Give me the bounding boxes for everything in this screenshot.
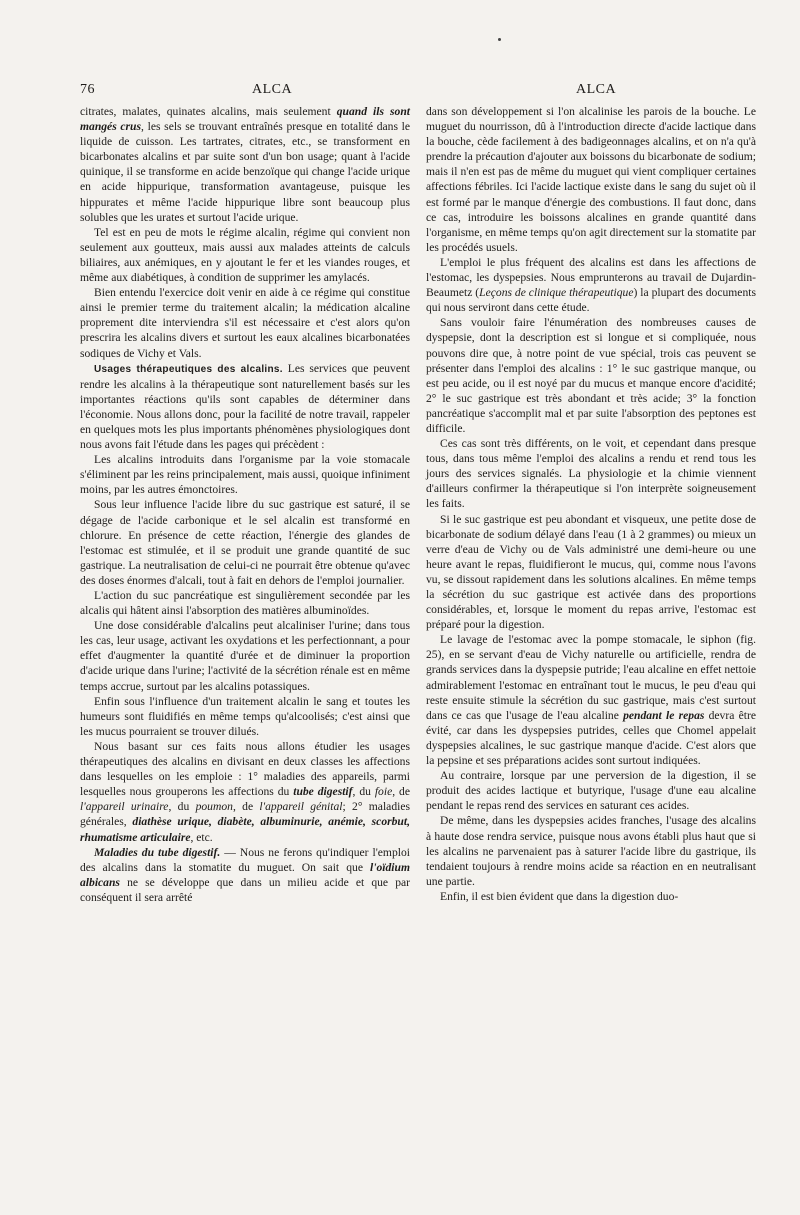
paragraph: Au contraire, lorsque par une perversion de la digestion, il se produit des acides lactique et butyrique, l'usage d'une eau alcaline pendant le repas rend des services en saturant ces acides. <box>426 769 756 813</box>
page-number: 76 <box>80 82 95 97</box>
paragraph: Le lavage de l'estomac avec la pompe stomacale, le siphon (fig. 25), en se servant d'eau de Vichy naturelle ou artificielle, rendra de grands services dans la dyspepsie putride; l'eau alcaline en effet nettoie admirablement l'estomac en entraînant tout le mucus, le peu d'eau qui reste ensuite stimule la sécrétion du suc gastrique, mais c'est surtout dans ce cas que l'usage de l'eau alcaline pendant le repas devra être évité, car dans les dyspepsies putrides, celles que Chomel appelait dyspepsies alcalines, le suc gastrique manque d'acide. C'est alors que la pepsine et ses préparations acides sont surtout indiquées. <box>426 633 756 768</box>
paragraph: Enfin, il est bien évident que dans la digestion duo- <box>440 889 679 903</box>
paragraph: Bien entendu l'exercice doit venir en aide à ce régime qui constitue ainsi le premier terme du traitement alcalin; la médication alcaline proprement dite interviendra s'il est nécessaire et c'est alors qu'on prescrira les alcalins divers et surtout les eaux alcalines bicarbonatées sodiques de Vichy et Vals. <box>80 286 410 360</box>
paragraph: Sous leur influence l'acide libre du suc gastrique est saturé, il se dégage de l'acide carbonique et le sel alcalin est transformé en chlorure. En présence de cette réaction, l'énergie des glandes de l'estomac est stimulée, et il se produit une grande quantité de suc gastrique. La neutralisation de celui-ci ne pourrait être obtenue qu'avec des doses énormes d'alcali, tout à fait en dehors de l'emploi journalier. <box>80 498 410 587</box>
right-column <box>426 104 756 904</box>
page-header <box>80 82 752 104</box>
paragraph: Ces cas sont très différents, on le voit, et cependant dans presque tous, dans tous même l'emploi des alcalins a rendu et rend tous les jours des services signalés. La physiologie et la chimie viennent d'ailleurs confirmer la thérapeutique si l'on interprète soigneusement les faits. <box>426 437 756 511</box>
paragraph: Tel est en peu de mots le régime alcalin, régime qui convient non seulement aux goutteux, mais aussi aux malades atteints de calculs biliaires, aux anémiques, en y ajoutant le fer et les viandes rouges, et même aux diabétiques, à condition de supprimer les amylacés. <box>80 225 410 285</box>
section-heading: Usages thérapeutiques des alcalins. <box>94 363 283 375</box>
paragraph: dans son développement si l'on alcalinise les parois de la bouche. Le muguet du nourrisson, dû à l'introduction directe d'acide lactique dans la bouche, cède facilement à des badigeonnages alcalins, et on n'a qu'à prendre la précaution d'ajouter aux boissons du bicarbonate de sodium; mais il n'en est pas de même du muguet qui vient compliquer certaines affections fébriles. Ici l'acide lactique existe dans le sang du sujet où il est formé par le manque d'énergie des combustions. Il faut donc, dans ce cas, introduire les boissons alcalines en grande quantité dans l'organisme, en même temps qu'on agit directement sur la stomatite par les procédés usuels. <box>426 105 756 254</box>
paragraph: citrates, malates, quinates alcalins, mais seulement quand ils sont mangés crus, les sels se trouvant entraînés presque en totalité dans le liquide de cuisson. Les tartrates, citrates, etc., se transforment en bicarbonates alcalins et par suite sont d'un bon usage; quant à l'acide quinique, il se transforme en acide benzoïque qui change l'acide urique en acide hippurique, transformation avantageuse, puisque les hippurates et même l'acide hippurique libre sont beaucoup plus solubles que les urates et surtout l'acide urique. <box>80 105 411 224</box>
paragraph: Maladies du tube digestif. — Nous ne ferons qu'indiquer l'emploi des alcalins dans la stomatite du muguet. On sait que l'oïdium albicans ne se développe que dans un milieu acide et que par conséquent il sera arrêté <box>80 845 410 904</box>
page-speck <box>498 38 501 41</box>
paragraph: L'action du suc pancréatique est singulièrement secondée par les alcalis qui hâtent ainsi l'absorption des matières albuminoïdes. <box>80 589 410 618</box>
paragraph: Si le suc gastrique est peu abondant et visqueux, une petite dose de bicarbonate de sodium délayé dans l'eau (1 à 2 grammes) ou mieux un verre d'eau de Vichy ou de Vals administré une demi-heure ou une heure avant le repas, fluidifieront le mucus, qui, comme nous l'avons vu, se dissout rapidement dans les solutions alcalines. En même temps la sécrétion du suc gastrique est activée dans des proportions considérables, et, lorsque le moment du repas arrive, l'estomac est préparé pour la digestion. <box>426 512 756 632</box>
running-head-right: ALCA <box>576 82 617 97</box>
paragraph: Nous basant sur ces faits nous allons étudier les usages thérapeutiques des alcalins en divisant en deux classes les affections dans lesquelles on les emploie : 1° maladies des appareils, parmi lesquelles nous grouperons les affections du tube digestif, du foie, de l'appareil urinaire, du poumon, de l'appareil génital; 2° maladies générales, diathèse urique, diabète, albuminurie, anémie, scorbut, rhumatisme articulaire, etc. <box>80 739 410 844</box>
paragraph: L'emploi le plus fréquent des alcalins est dans les affections de l'estomac, les dyspepsies. Nous emprunterons au travail de Dujardin-Beaumetz (Leçons de clinique thérapeutique) la plupart des documents qui nous serviront dans cette étude. <box>426 255 756 315</box>
running-head-left: ALCA <box>252 82 293 97</box>
paragraph: De même, dans les dyspepsies acides franches, l'usage des alcalins à haute dose rendra service, puisque nous avons établi plus haut que si les alcalins ne parvenaient pas à saturer l'acide libre du gastrique, ils tendaient toujours à rendre moins acide sa réaction en en neutralisant une partie. <box>426 814 756 888</box>
paragraph: Enfin sous l'influence d'un traitement alcalin le sang et toutes les humeurs sont fluidifiés en même temps qu'alcoolisés; c'est ainsi que les mucus pourraient se trouver dilués. <box>80 694 410 738</box>
section-heading: Maladies du tube digestif. <box>94 845 221 859</box>
left-column <box>80 104 410 905</box>
paragraph: Les alcalins introduits dans l'organisme par la voie stomacale s'éliminent par les reins principalement, mais aussi, quoique infiniment moins, par les autres émonctoires. <box>80 453 410 497</box>
paragraph: Usages thérapeutiques des alcalins. Les services que peuvent rendre les alcalins à la thérapeutique sont naturellement basés sur les importantes réactions qu'ils sont capables de déterminer dans l'économie. Nous allons donc, pour la facilité de notre travail, rappeler en quelques mots les plus importants phénomènes physiologiques dont nous avons fait l'étude dans les pages qui précèdent : <box>80 361 410 452</box>
paragraph: Sans vouloir faire l'énumération des nombreuses causes de dyspepsie, dont la description est si longue et si compliquée, nous pouvons dire que, à notre point de vue spécial, trois cas peuvent se présenter dans l'emploi des alcalins : 1° le suc gastrique manque, ou est peu acide, ou il est noyé par du mucus et manque encore d'acidité; 2° le suc gastrique est très abondant et très acide; 3° la fonction pancréatique s'accomplit mal et par suite l'absorption des peptones est difficile. <box>426 316 756 435</box>
paragraph: Une dose considérable d'alcalins peut alcaliniser l'urine; dans tous les cas, leur usage, activant les oxydations et les perfectionnant, a pour effet d'augmenter la quantité d'urée et de diminuer la proportion d'acide urique dans l'urine; l'activité de la sécrétion rénale est en même temps accrue, surtout par les alcalins potassiques. <box>80 619 410 693</box>
